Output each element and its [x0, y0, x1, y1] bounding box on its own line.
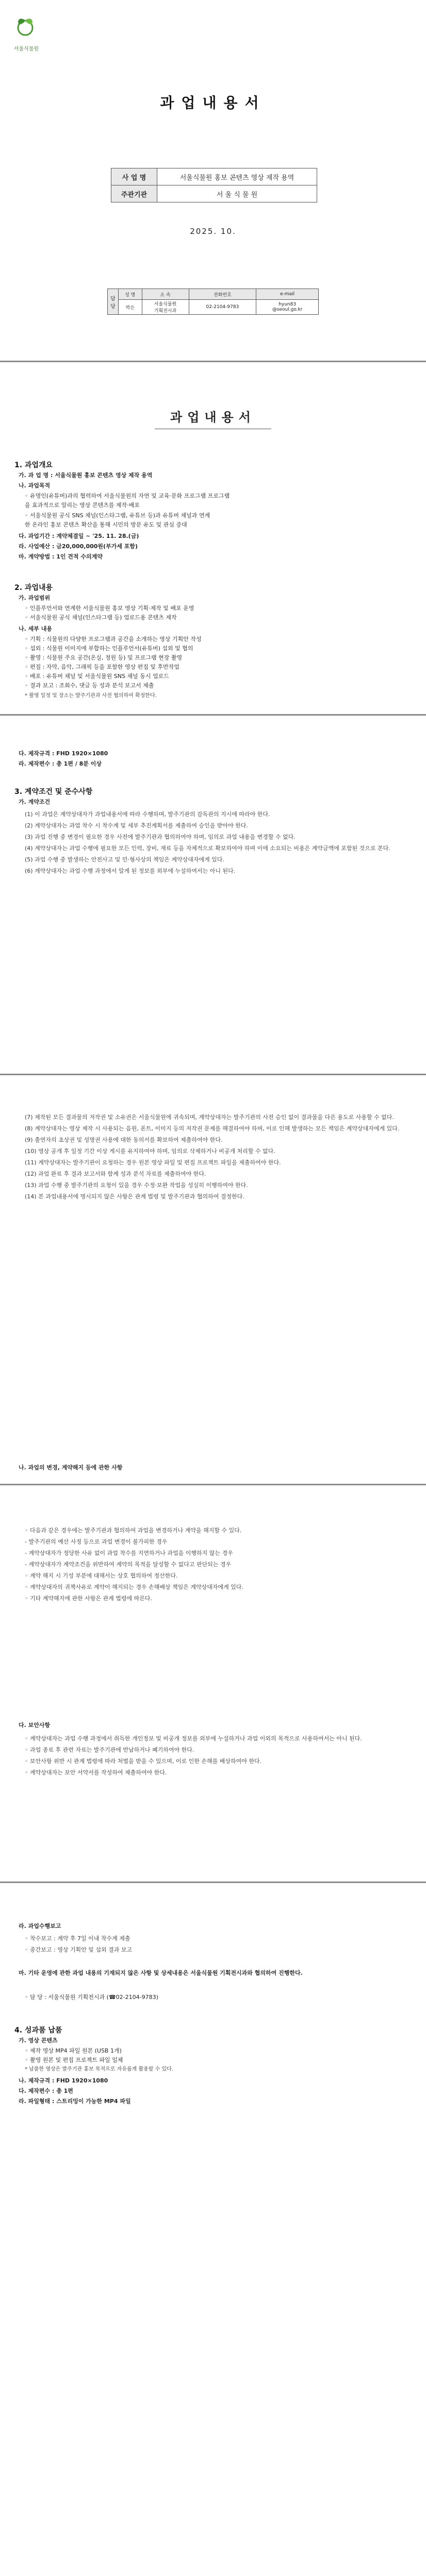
- body-line: 가. 영상 콘텐츠: [19, 2037, 58, 2044]
- body-line: ◦ 인플루언서와 연계한 서울식물원 홍보 영상 기획·제작 및 배포 운영: [25, 605, 194, 612]
- body-line: 라. 파일형태 : 스트리밍이 가능한 MP4 파일: [19, 2098, 131, 2105]
- table-header: 전화번호: [189, 289, 256, 300]
- body-line: ◦ 결과 보고 : 조회수, 댓글 등 성과 분석 보고서 제출: [25, 682, 154, 689]
- body-line: 다. 제작편수 : 총 1편: [19, 2088, 73, 2094]
- body-line: ◦ 유명인(유튜버)과의 협력하여 서울식물원의 자연 및 교육·문화 프로그램 프로그램: [25, 493, 230, 499]
- contract-terms-paragraph: (7) 제작된 모든 결과물의 저작권 및 소유권은 서울식물원에 귀속되며, 계약상대자는 발주기관의 사전 승인 없이 결과물을 다른 용도로 사용할 수 없다. (8) 계약상대자는 영상 제작 시 사용되는 음원, 폰트, 이미지 등의 저작권 문제를 해결하여야 하며, 이로 인해 발생하는 모든 책임은 계약상대자에게 있다. (9) 출연자의 초상권 및 성명권 사용에 대한 동의서를 확보하여 제출하여야 한다. (10) 영상 공개 후 일정 기간 이상 게시를 유지하여야 하며, 임의로 삭제하거나 비공개 처리할 수 없다. (11) 계약상대자는 발주기관이 요청하는 경우 원본 영상 파일 및 편집 프로젝트 파일을 제출하여야 한다. (12) 과업 완료 후 결과 보고서와 함께 성과 분석 자료를 제출하여야 한다. (13) 과업 수행 중 발주기관의 요청이 있을 경우 수정·보완 작업을 성실히 이행하여야 한다. (14) 본 과업내용서에 명시되지 않은 사항은 관계 법령 및 발주기관과 협의하여 결정한다.: [25, 1114, 400, 1200]
- project-info-table: [111, 168, 317, 202]
- contact-phone: 02-2104-9783: [189, 300, 256, 315]
- contact-side-label: 담당: [108, 289, 119, 315]
- contact-email: hyun83 @seoul.go.kr: [256, 300, 319, 315]
- body-line: 다. 과업기간 : 계약체결일 ~ '25. 11. 28.(금): [19, 533, 139, 539]
- page-divider: [0, 1882, 426, 1883]
- body-line: ◦ 서울식물원 공식 채널(인스타그램 등) 업로드용 콘텐츠 제작: [25, 614, 177, 621]
- contract-terms-paragraph: (1) 이 과업은 계약상대자가 과업내용서에 따라 수행하며, 발주기관의 감독관의 지시에 따라야 한다. (2) 계약상대자는 과업 착수 시 착수계 및 세부 추진계획서를 제출하여 승인을 받아야 한다. (3) 과업 진행 중 변경이 필요한 경우 사전에 발주기관과 협의하여야 하며, 임의로 과업 내용을 변경할 수 없다. (4) 계약상대자는 과업 수행에 필요한 모든 인력, 장비, 재료 등을 자체적으로 확보하여야 하며 이에 소요되는 비용은 계약금액에 포함된 것으로 본다. (5) 과업 수행 중 발생하는 안전사고 및 민·형사상의 책임은 계약상대자에게 있다. (6) 계약상대자는 과업 수행 과정에서 알게 된 정보를 외부에 누설하여서는 아니 된다.: [25, 811, 390, 874]
- table-label: 사 업 명: [111, 168, 157, 185]
- contact-table: [107, 289, 319, 315]
- body-line: ◦ 제작 영상 MP4 파일 원본 (USB 1개): [25, 2047, 122, 2054]
- body-line: ◦ 섭외 : 식물원 이미지에 부합하는 인플루언서(유튜버) 섭외 및 협의: [25, 645, 193, 652]
- body-line: ◦ 배포 : 유튜버 채널 및 서울식물원 SNS 채널 동시 업로드: [25, 673, 169, 680]
- contact-name: 박은: [119, 300, 142, 315]
- spec-resolution: 다. 제작규격 : FHD 1920×1080: [19, 750, 108, 757]
- cover-title: 과업내용서: [160, 94, 266, 111]
- section-heading: 4. 성과품 납품: [14, 2026, 62, 2035]
- body-line: ◦ 서울식물원 공식 SNS 채널(인스타그램, 유튜브 등)과 유튜버 채널과 연계: [25, 512, 210, 519]
- body-line: 나. 제작규격 : FHD 1920×1080: [19, 2077, 108, 2084]
- body-line: 가. 과 업 명 : 서울식물원 홍보 콘텐츠 영상 제작 용역: [19, 472, 153, 479]
- page-divider: [0, 1074, 426, 1075]
- body-line: 나. 과업목적: [19, 482, 51, 489]
- table-row: [111, 185, 317, 202]
- page-divider: [0, 361, 426, 362]
- table-value: 서울식물원 홍보 콘텐츠 영상 제작 용역: [157, 168, 317, 185]
- body-line: 나. 과업의 변경, 계약해지 등에 관한 사항: [19, 1464, 123, 1471]
- body-note: * 촬영 일정 및 장소는 발주기관과 사전 협의하여 확정한다.: [25, 693, 157, 699]
- section-heading: 3. 계약조건 및 준수사항: [14, 788, 93, 796]
- page-title: 과업내용서: [170, 410, 256, 425]
- body-line: 가. 과업범위: [19, 595, 51, 601]
- page-divider: [0, 714, 426, 716]
- body-line: 라. 사업예산 : 금20,000,000원(부가세 포함): [19, 543, 138, 550]
- table-label: 주관기관: [111, 185, 157, 202]
- cover-date: 2025. 10.: [190, 227, 236, 236]
- body-line: ◦ 편집 : 자막, 음악, 그래픽 등을 포함한 영상 편집 및 후반작업: [25, 664, 180, 670]
- seoul-botanic-park-logo-icon: [14, 15, 37, 38]
- contact-dept: 서울식물원 기획전시과: [142, 300, 189, 315]
- table-value: 서 울 식 물 원: [157, 185, 317, 202]
- body-line: ◦ 촬영 원본 및 편집 프로젝트 파일 일체: [25, 2057, 123, 2063]
- table-header: 성 명: [119, 289, 142, 300]
- body-note: * 납품한 영상은 발주기관 홍보 목적으로 자유롭게 활용할 수 있다.: [25, 2066, 173, 2072]
- contact-line: ◦ 담 당 : 서울식물원 기획전시과 (☎02-2104-9783): [25, 1994, 158, 2001]
- table-row: [108, 300, 319, 315]
- section-heading: 1. 과업개요: [14, 461, 53, 469]
- spec-count: 라. 제작편수 : 총 1편 / 8분 이상: [19, 760, 102, 767]
- logo-text: 서울식물원: [13, 46, 39, 52]
- table-row: [108, 289, 319, 300]
- body-line: ◦ 촬영 : 식물원 주요 공간(온실, 정원 등) 및 프로그램 현장 촬영: [25, 654, 183, 661]
- report-paragraph: ◦ 착수보고 : 계약 후 7일 이내 착수계 제출 ◦ 중간보고 : 영상 기획안 및 섭외 결과 보고: [25, 1935, 133, 1953]
- body-line: 라. 과업수행보고: [19, 1923, 61, 1929]
- body-line: 마. 계약방법 : 1인 견적 수의계약: [19, 553, 103, 560]
- body-line: 다. 보안사항: [19, 1722, 51, 1728]
- table-header: 소 속: [142, 289, 189, 300]
- table-header: e-mail: [256, 289, 319, 300]
- body-line: 을 효과적으로 알리는 영상 콘텐츠를 제작·배포: [25, 502, 140, 509]
- change-termination-paragraph: ◦ 다음과 같은 경우에는 발주기관과 협의하여 과업을 변경하거나 계약을 해지할 수 있다. - 발주기관의 예산 사정 등으로 과업 변경이 불가피한 경우 - 계약상대자가 정당한 사유 없이 과업 착수를 지연하거나 과업을 이행하지 않는 경우 - 계약상대자가 계약조건을 위반하여 계약의 목적을 달성할 수 없다고 판단되는 경우 ◦ 계약 해지 시 기성 부분에 대해서는 상호 협의하여 정산한다. ◦ 계약상대자의 귀책사유로 계약이 해지되는 경우 손해배상 책임은 계약상대자에게 있다. ◦ 기타 계약해지에 관한 사항은 관계 법령에 따른다.: [25, 1527, 243, 1602]
- body-line: 마. 기타 운영에 관한 과업 내용의 기재되지 않은 사항 및 상세내용은 서울식물원 기획전시과와 협의하여 진행한다.: [19, 1970, 303, 1976]
- table-row: [111, 168, 317, 185]
- body-line: 가. 계약조건: [19, 799, 51, 805]
- security-paragraph: ◦ 계약상대자는 과업 수행 과정에서 취득한 개인정보 및 비공개 정보를 외부에 누설하거나 과업 이외의 목적으로 사용하여서는 아니 된다. ◦ 과업 종료 후 관련 자료는 발주기관에 반납하거나 폐기하여야 한다. ◦ 보안사항 위반 시 관계 법령에 따라 처벌을 받을 수 있으며, 이로 인한 손해를 배상하여야 한다. ◦ 계약상대자는 보안 서약서를 작성하여 제출하여야 한다.: [25, 1735, 362, 1776]
- section-heading: 2. 과업내용: [14, 584, 53, 592]
- body-line: 한 온라인 홍보 콘텐츠 확산을 통해 시민의 방문 유도 및 관심 증대: [25, 521, 187, 528]
- page-divider: [0, 1484, 426, 1485]
- body-line: ◦ 기획 : 식물원의 다양한 프로그램과 공간을 소개하는 영상 기획안 작성: [25, 636, 202, 642]
- body-line: 나. 세부 내용: [19, 625, 52, 632]
